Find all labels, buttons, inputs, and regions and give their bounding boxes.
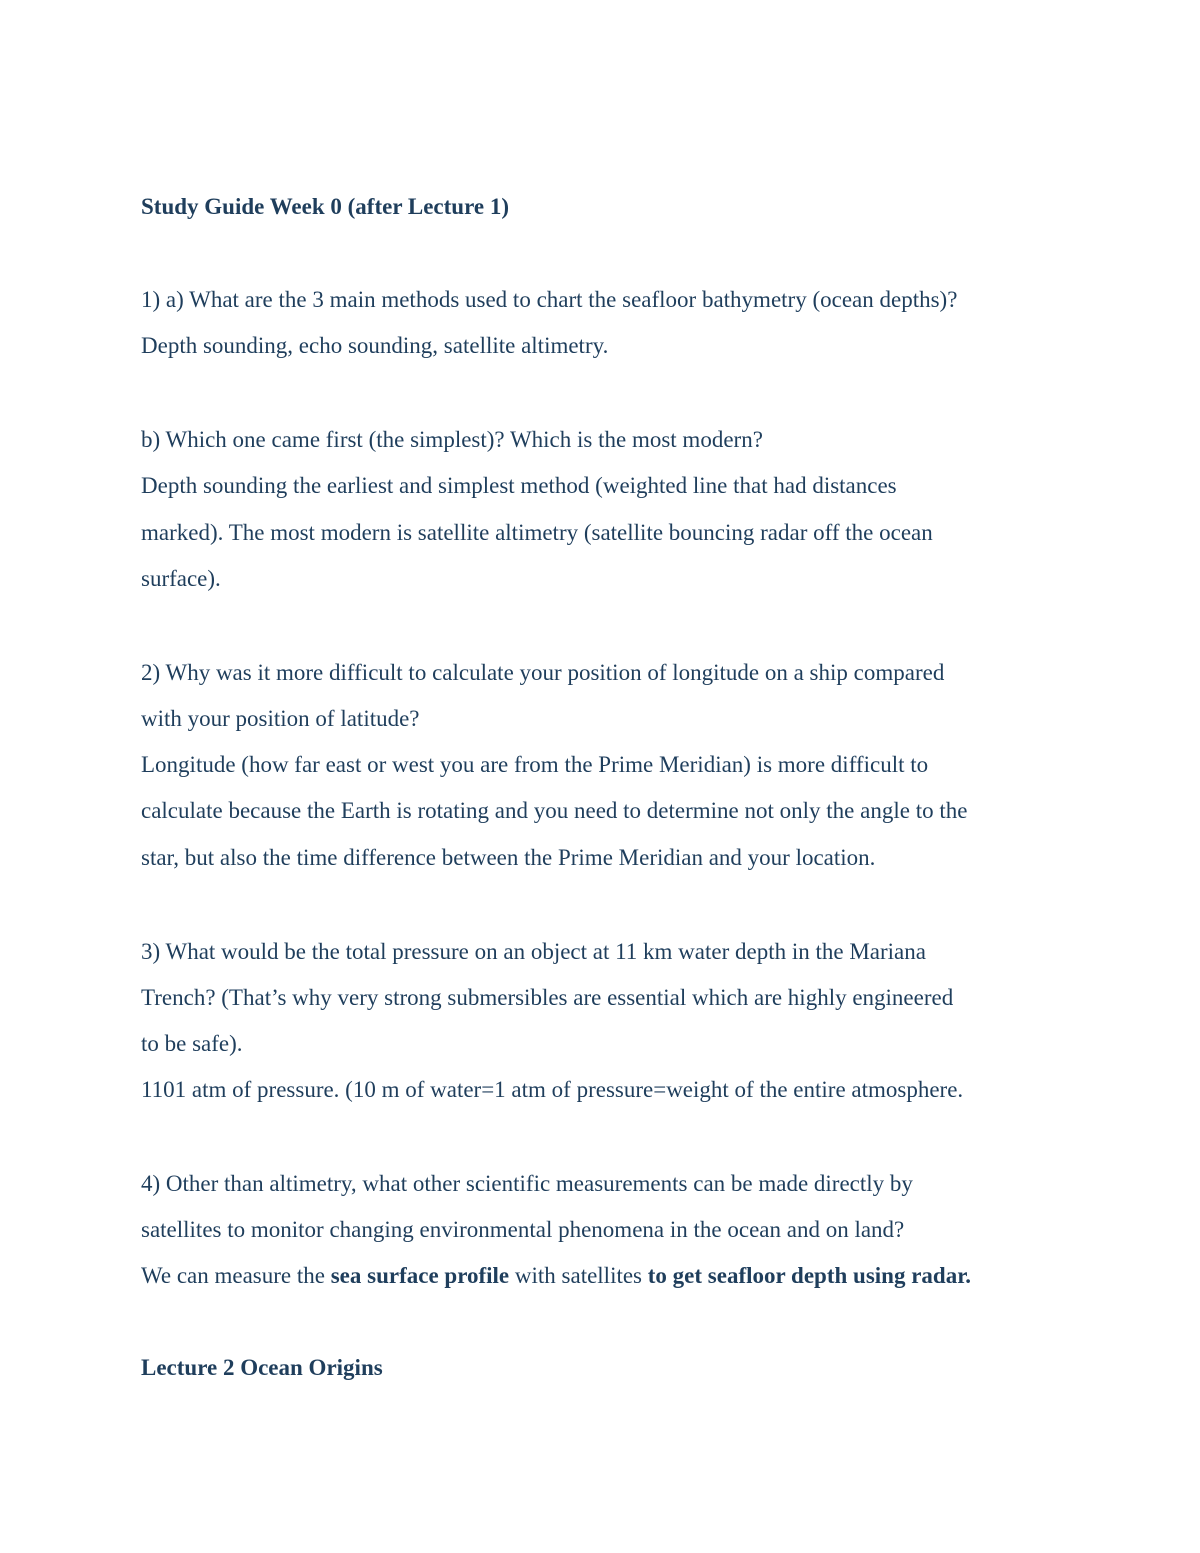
- question-3-line1: 3) What would be the total pressure on an object at 11 km water depth in the Mariana: [141, 939, 926, 964]
- answer-2-line2: calculate because the Earth is rotating and you need to determine not only the angle to the: [141, 798, 968, 823]
- question-4-line2: satellites to monitor changing environmental phenomena in the ocean and on land?: [141, 1217, 905, 1242]
- page-title: Study Guide Week 0 (after Lecture 1): [141, 194, 509, 219]
- question-4-line1: 4) Other than altimetry, what other scientific measurements can be made directly by: [141, 1171, 913, 1196]
- question-1b: b) Which one came first (the simplest)? Which is the most modern?: [141, 427, 763, 452]
- question-2-line2: with your position of latitude?: [141, 706, 420, 731]
- section-heading: Lecture 2 Ocean Origins: [141, 1355, 383, 1380]
- answer-1b-line2: marked). The most modern is satellite altimetry (satellite bouncing radar off the ocean: [141, 520, 933, 545]
- answer-1b-line3: surface).: [141, 566, 221, 591]
- answer-1a: Depth sounding, echo sounding, satellite altimetry.: [141, 333, 609, 358]
- answer-2-line3: star, but also the time difference between the Prime Meridian and your location.: [141, 845, 876, 870]
- question-3-line3: to be safe).: [141, 1031, 243, 1056]
- question-3-line2: Trench? (That’s why very strong submersibles are essential which are highly engineered: [141, 985, 954, 1010]
- answer-2-line1: Longitude (how far east or west you are from the Prime Meridian) is more difficult to: [141, 752, 929, 777]
- answer-3: 1101 atm of pressure. (10 m of water=1 atm of pressure=weight of the entire atmosphere.: [141, 1077, 964, 1102]
- answer-4-bold1: sea surface profile: [330, 1263, 510, 1288]
- question-1a: 1) a) What are the 3 main methods used to chart the seafloor bathymetry (ocean depths)?: [141, 287, 958, 312]
- answer-1b-line1: Depth sounding the earliest and simplest method (weighted line that had distances: [141, 473, 897, 498]
- question-2-line1: 2) Why was it more difficult to calculate your position of longitude on a ship compared: [141, 660, 945, 685]
- answer-4: [141, 1261, 971, 1291]
- answer-4-part2: with satellites: [509, 1263, 648, 1288]
- answer-4-part1: We can measure the: [141, 1263, 331, 1288]
- answer-4-bold2: to get seafloor depth using radar.: [647, 1263, 972, 1288]
